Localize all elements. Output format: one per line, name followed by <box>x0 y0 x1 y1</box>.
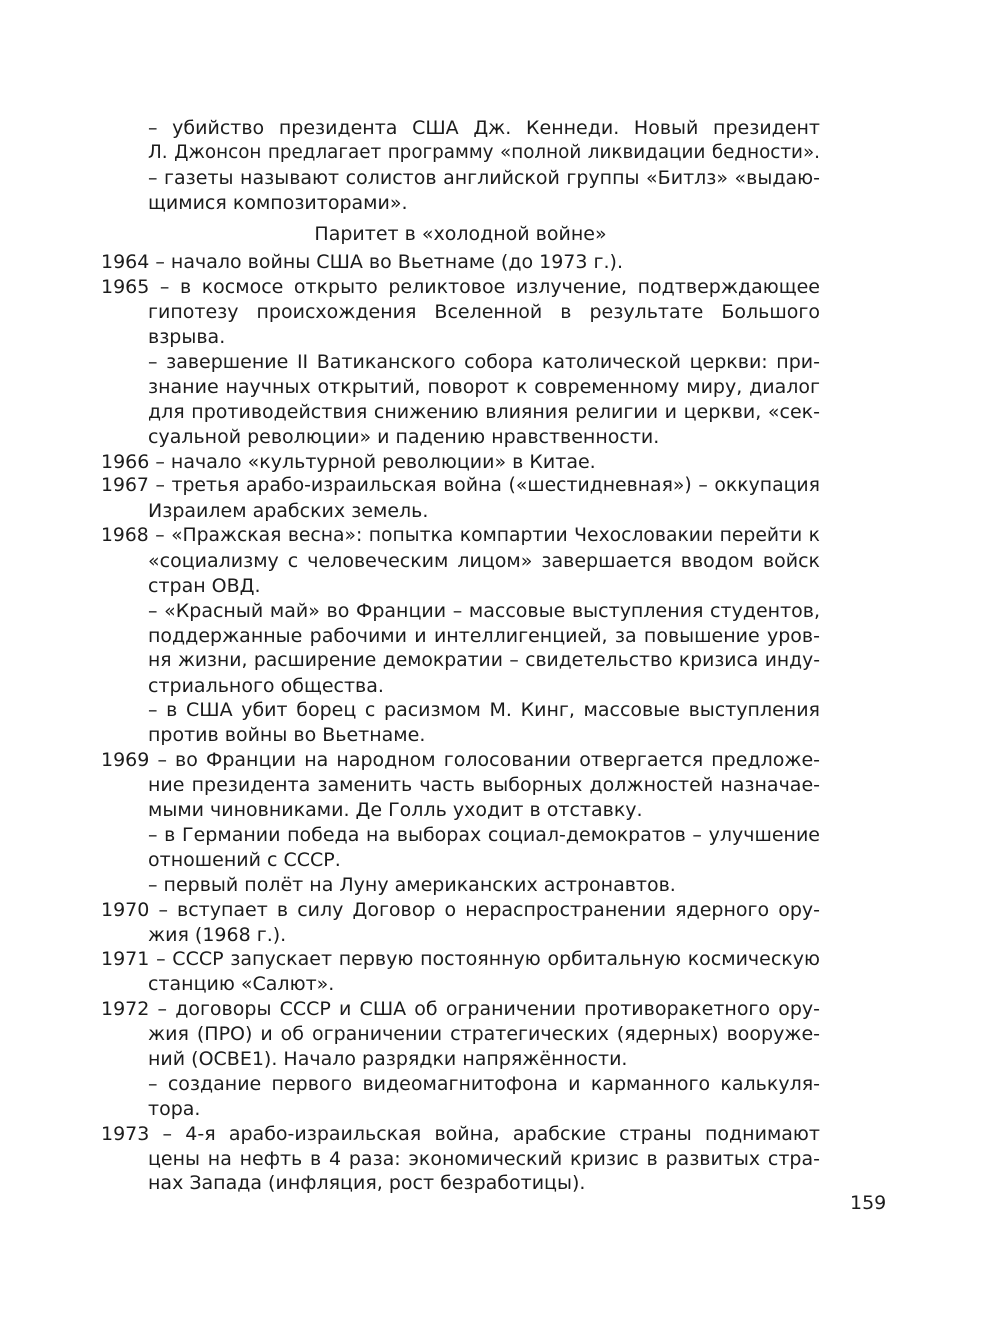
text-line: – «Красный май» во Франции – массовые выступления студентов, <box>148 599 820 622</box>
entry-1967 <box>101 474 820 524</box>
text-line: – убийство президента США Дж. Кеннеди. Новый президент <box>148 117 820 139</box>
text-line: 1971 – СССР запускает первую постоянную орбитальную космическую <box>101 948 820 971</box>
text-line: для противодействия снижению влияния религии и церкви, «сек- <box>148 400 820 423</box>
text-line: мыми чиновниками. Де Голль уходит в отставку. <box>148 799 643 822</box>
text-line: отношений с СССР. <box>148 848 341 871</box>
entry-1965 <box>101 275 820 449</box>
text-line: станцию «Салют». <box>148 973 335 996</box>
text-line: взрыва. <box>148 326 226 349</box>
text-line: тора. <box>148 1097 201 1120</box>
text-line: ние президента заменить часть выборных должностей назначае- <box>148 774 820 797</box>
text-line: ний (ОСВЕ1). Начало разрядки напряжённости. <box>148 1047 628 1070</box>
entry-1973 <box>101 1122 820 1197</box>
text-line: суальной революции» и падению нравственности. <box>148 425 660 448</box>
text-line: 1970 – вступает в силу Договор о нераспространении ядерного ору- <box>101 898 820 921</box>
text-line: стран ОВД. <box>148 575 261 598</box>
entry-1970 <box>101 898 820 948</box>
text-line: – завершение II Ватиканского собора католической церкви: при- <box>148 351 820 374</box>
page-number: 159 <box>850 1192 887 1214</box>
text-line: – первый полёт на Луну американских астронавтов. <box>148 873 676 896</box>
section-title: Паритет в «холодной войне» <box>314 222 607 245</box>
text-line: 1964 – начало войны США во Вьетнаме (до 1973 г.). <box>101 251 623 274</box>
entry-1969 <box>101 748 820 897</box>
page-body <box>101 116 820 1196</box>
text-line: цены на нефть в 4 раза: экономический кризис в развитых стра- <box>148 1147 820 1170</box>
text-line: – в Германии победа на выборах социал-демократов – улучшение <box>148 823 820 846</box>
text-line: – создание первого видеомагнитофона и карманного калькуля- <box>148 1072 820 1095</box>
text-line: 1972 – договоры СССР и США об ограничении противоракетного ору- <box>101 998 820 1021</box>
text-line: 1968 – «Пражская весна»: попытка компартии Чехословакии перейти к <box>101 525 820 547</box>
text-line: 1969 – во Франции на народном голосовании отвергается предложе- <box>101 749 820 772</box>
text-line: нах Запада (инфляция, рост безработицы). <box>148 1172 586 1195</box>
text-line: жия (ПРО) и об ограничении стратегических (ядерных) вооруже- <box>148 1023 820 1046</box>
text-line: стриального общества. <box>148 674 384 697</box>
entry-1964 <box>101 250 820 275</box>
text-line: ня жизни, расширение демократии – свидетельство кризиса инду- <box>148 649 820 671</box>
entry-1972 <box>101 997 820 1121</box>
entry-1971 <box>101 947 820 997</box>
text-line: гипотезу происхождения Вселенной в результате Большого <box>148 301 820 324</box>
text-line: 1966 – начало «культурной революции» в Китае. <box>101 450 596 473</box>
text-line: против войны во Вьетнаме. <box>148 724 426 747</box>
text-line: – газеты называют солистов английской группы «Битлз» «выдаю- <box>148 166 820 189</box>
text-line: Израилем арабских земель. <box>148 500 429 523</box>
text-line: поддержанные рабочими и интеллигенцией, за повышение уров- <box>148 624 820 647</box>
text-line: знание научных открытий, поворот к современному миру, диалог <box>148 375 820 398</box>
text-line: «социализму с человеческим лицом» завершается вводом войск <box>148 550 820 573</box>
text-line: 1967 – третья арабо-израильская война («шестидневная») – оккупация <box>101 475 820 497</box>
text-line: жия (1968 г.). <box>148 923 287 946</box>
entry-1968 <box>101 524 820 748</box>
text-line: щимися композиторами». <box>148 191 408 214</box>
text-line: – в США убит борец с расизмом М. Кинг, массовые выступления <box>148 699 820 722</box>
text-line: 1965 – в космосе открыто реликтовое излучение, подтверждающее <box>101 276 820 299</box>
text-line: 1973 – 4-я арабо-израильская война, арабские страны поднимают <box>101 1122 820 1145</box>
intro-block <box>101 116 820 216</box>
text-line: Л. Джонсон предлагает программу «полной ликвидации бедности». <box>148 141 820 163</box>
entry-1966 <box>101 450 820 475</box>
